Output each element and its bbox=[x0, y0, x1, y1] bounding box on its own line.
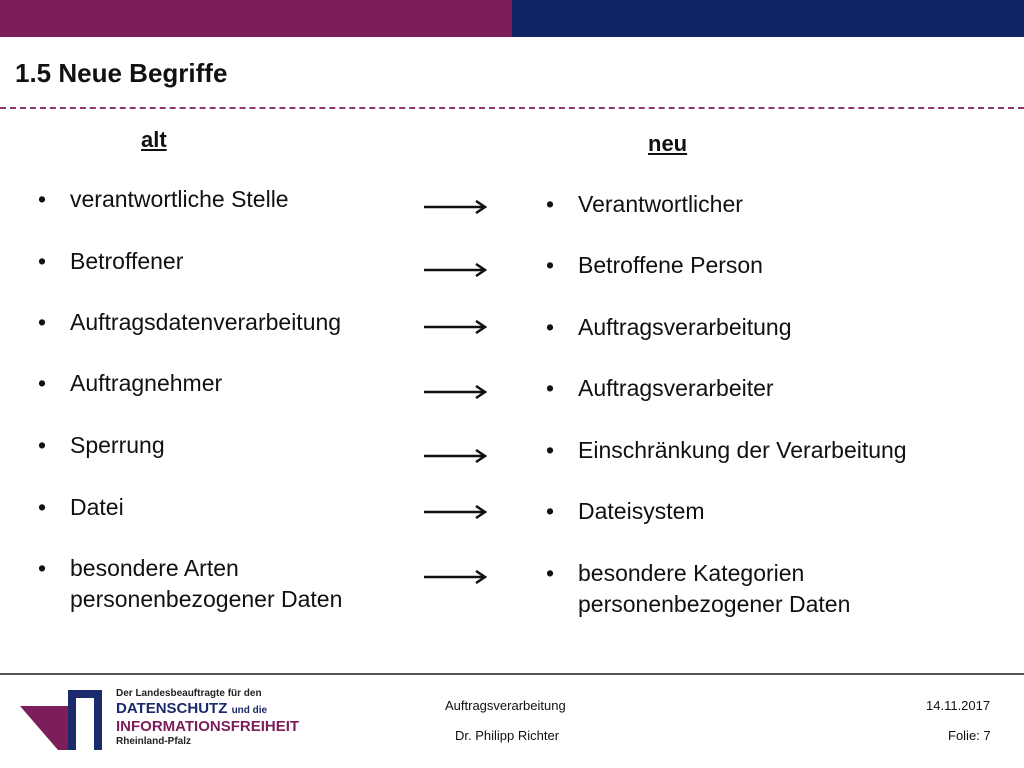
bullet-icon: • bbox=[38, 370, 47, 396]
bullet-icon: • bbox=[38, 309, 47, 335]
right-arrow-icon bbox=[424, 385, 488, 399]
new-term-item bbox=[546, 496, 986, 527]
logo-text-line3: INFORMATIONSFREIHEIT bbox=[116, 718, 300, 735]
new-term-item bbox=[546, 373, 986, 404]
bullet-icon: • bbox=[546, 498, 555, 524]
bullet-icon: • bbox=[546, 560, 555, 586]
old-term-item bbox=[38, 553, 398, 615]
slide-title: 1.5 Neue Begriffe bbox=[15, 58, 228, 88]
logo-text-line1: Der Landesbeauftragte für den bbox=[116, 688, 262, 699]
old-term-label: Auftragsdatenverarbeitung bbox=[70, 309, 342, 335]
logo-text-line2 bbox=[116, 700, 267, 717]
new-term-label: Einschränkung der Verarbeitung bbox=[578, 437, 907, 463]
new-term-item bbox=[546, 558, 986, 620]
footer-divider bbox=[0, 673, 1024, 675]
bullet-icon: • bbox=[546, 191, 555, 217]
right-arrow-icon bbox=[424, 570, 488, 584]
bullet-icon: • bbox=[38, 555, 47, 581]
old-term-label: Sperrung bbox=[70, 432, 165, 458]
bullet-icon: • bbox=[38, 494, 47, 520]
old-term-label: Datei bbox=[70, 494, 124, 520]
old-term-label: verantwortliche Stelle bbox=[70, 186, 289, 212]
footer-slide-number: Folie: 7 bbox=[948, 728, 991, 743]
right-arrow-icon bbox=[424, 200, 488, 214]
bullet-icon: • bbox=[546, 252, 555, 278]
new-term-label: Dateisystem bbox=[578, 498, 705, 524]
old-term-label: Auftragnehmer bbox=[70, 370, 223, 396]
right-arrow-icon bbox=[424, 320, 488, 334]
logo-text-datenschutz: DATENSCHUTZ bbox=[116, 700, 228, 717]
new-term-label: Auftragsverarbeitung bbox=[578, 314, 792, 340]
new-term-item bbox=[546, 250, 986, 281]
old-term-item bbox=[38, 246, 398, 277]
old-term-item bbox=[38, 368, 398, 399]
old-term-label: besondere Arten personenbezogener Daten bbox=[70, 555, 343, 612]
footer-date: 14.11.2017 bbox=[926, 698, 991, 713]
old-term-item bbox=[38, 307, 398, 338]
column-heading-old: alt bbox=[141, 127, 167, 152]
new-term-item bbox=[546, 312, 986, 343]
bullet-icon: • bbox=[546, 314, 555, 340]
old-term-label: Betroffener bbox=[70, 248, 184, 274]
right-arrow-icon bbox=[424, 505, 488, 519]
logo-mark-icon bbox=[18, 688, 108, 750]
logo-text-und-die: und die bbox=[231, 705, 268, 716]
new-term-label: Auftragsverarbeiter bbox=[578, 375, 774, 401]
header-bar-purple bbox=[0, 0, 512, 37]
new-term-label: Verantwortlicher bbox=[578, 191, 743, 217]
right-arrow-icon bbox=[424, 449, 488, 463]
footer-topic: Auftragsverarbeitung bbox=[445, 698, 566, 713]
old-term-item bbox=[38, 430, 398, 461]
new-term-label: Betroffene Person bbox=[578, 252, 763, 278]
bullet-icon: • bbox=[546, 437, 555, 463]
header-bar-navy bbox=[512, 0, 1024, 37]
footer-author: Dr. Philipp Richter bbox=[455, 728, 560, 743]
old-term-item bbox=[38, 492, 398, 523]
old-term-item bbox=[38, 184, 398, 215]
bullet-icon: • bbox=[38, 186, 47, 212]
organization-logo bbox=[18, 688, 318, 750]
new-term-item bbox=[546, 189, 986, 220]
new-term-item bbox=[546, 435, 986, 466]
right-arrow-icon bbox=[424, 263, 488, 277]
bullet-icon: • bbox=[38, 432, 47, 458]
column-heading-new: neu bbox=[648, 131, 688, 156]
title-divider bbox=[0, 107, 1024, 109]
bullet-icon: • bbox=[38, 248, 47, 274]
bullet-icon: • bbox=[546, 375, 555, 401]
logo-text-line4: Rheinland-Pfalz bbox=[116, 736, 192, 747]
new-term-label: besondere Kategorien personenbezogener Daten bbox=[578, 560, 851, 617]
